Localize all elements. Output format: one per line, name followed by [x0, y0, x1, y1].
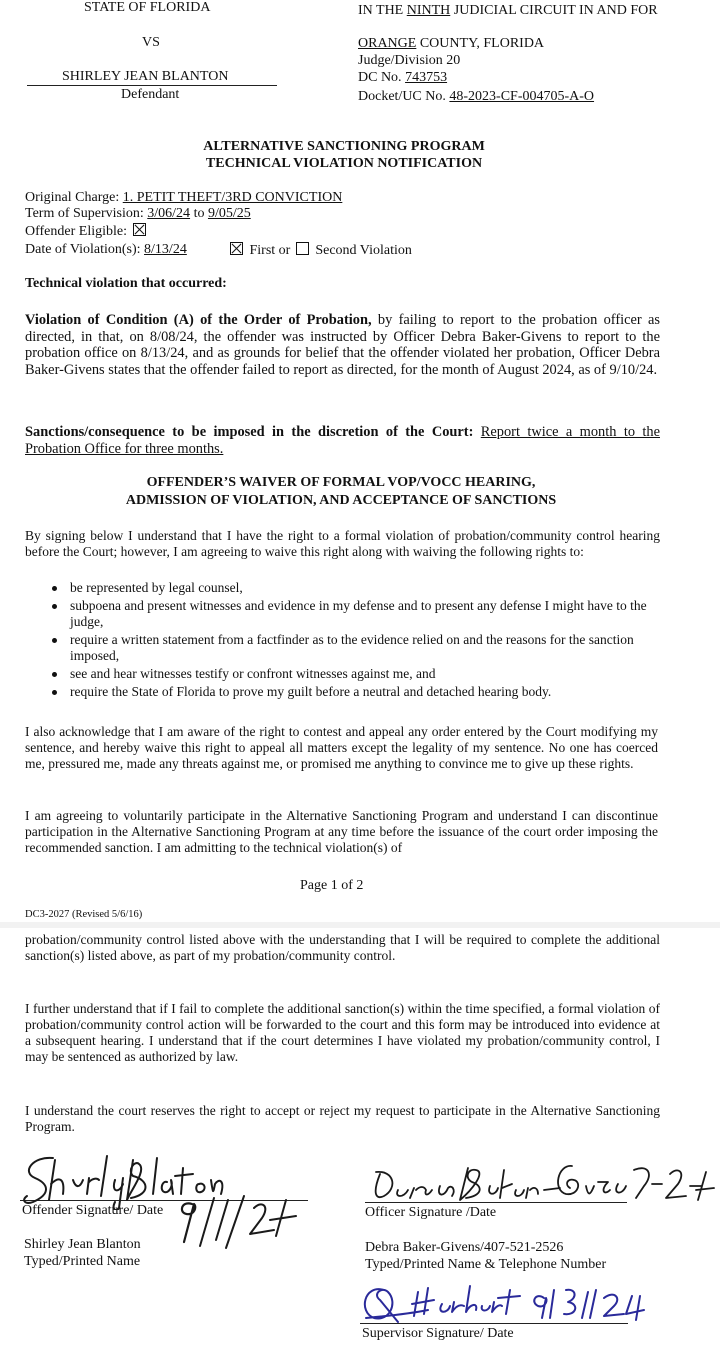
officer-name-label: Typed/Printed Name & Telephone Number [365, 1257, 607, 1272]
vs-label: VS [142, 35, 160, 50]
waiver-title-2: ADMISSION OF VIOLATION, AND ACCEPTANCE OF SANCTIONS [125, 493, 557, 508]
second-label: Second Violation [315, 243, 412, 258]
defendant-label: Defendant [121, 87, 180, 102]
second-violation-checkbox[interactable] [296, 242, 309, 255]
violation-count [228, 242, 412, 259]
dc-number-line [358, 70, 447, 86]
term-start: 3/06/24 [147, 206, 191, 221]
sanctions-value: Report twice a month to the Probation Office for three months. [25, 424, 660, 457]
violation-date-label: Date of Violation(s): [25, 242, 141, 257]
supervisor-signature [358, 1278, 658, 1328]
list-item: require the State of Florida to prove my guilt before a neutral and detached hearing body. [50, 684, 655, 700]
court-line [358, 3, 658, 19]
term-to: to [193, 206, 205, 221]
failure-paragraph: I further understand that if I fail to complete the additional sanction(s) within the time specified, a formal violation of probation/community control action will be forwarded to the court and this form may be introduced into evidence at a subsequent hearing. I understand that if the court determines I have violated my probation/community control, I may be sentenced as authorized by law. [25, 1001, 660, 1064]
term-end: 9/05/25 [207, 206, 251, 221]
court-suffix: JUDICIAL CIRCUIT IN AND FOR [453, 3, 658, 18]
date-of-violation [25, 242, 187, 258]
defendant-name: SHIRLEY JEAN BLANTON [62, 69, 229, 84]
first-label: First or [249, 243, 291, 258]
violation-paragraph [25, 312, 660, 378]
state-label: STATE OF FLORIDA [84, 0, 211, 15]
term-of-supervision [25, 206, 251, 222]
list-item: require a written statement from a factfinder as to the evidence relied on and the reasons for the sanction imposed, [50, 632, 655, 664]
form-id: DC3-2027 (Revised 5/6/16) [25, 909, 143, 920]
judge-division: Judge/Division 20 [358, 53, 461, 68]
title-line-2: TECHNICAL VIOLATION NOTIFICATION [205, 156, 483, 171]
reserve-paragraph: I understand the court reserves the right to accept or reject my request to participate in the Alternative Sanctioning Program. [25, 1103, 660, 1134]
officer-signature-label: Officer Signature /Date [365, 1205, 497, 1220]
original-charge [25, 190, 342, 206]
continuation-paragraph: probation/community control listed above with the understanding that I will be required to complete the additional sanction(s) listed above, as part of my probation/community control. [25, 932, 660, 963]
offender-signature-date [170, 1190, 310, 1250]
offender-printed-name: Shirley Jean Blanton [24, 1237, 141, 1252]
county-line [358, 36, 544, 52]
officer-printed-name: Debra Baker-Givens/407-521-2526 [365, 1240, 564, 1255]
waiver-title-1: OFFENDER’S WAIVER OF FORMAL VOP/VOCC HEARING, [146, 475, 536, 490]
page-break [0, 922, 720, 928]
dc-number: 743753 [405, 70, 448, 85]
violation-date: 8/13/24 [144, 242, 187, 257]
offender-signature-label: Offender Signature/ Date [22, 1203, 164, 1218]
violation-condition: Violation of Condition (A) of the Order of Probation, [25, 312, 372, 328]
circuit-name: NINTH [406, 3, 451, 18]
charge-label: Original Charge: [25, 190, 120, 205]
list-item: be represented by legal counsel, [50, 580, 655, 596]
officer-signature [368, 1160, 718, 1206]
agree-paragraph: I am agreeing to voluntarily participate in the Alternative Sanctioning Program and understand I can discontinue participation in the Alternative Sanctioning Program at any time before the issuance of the court order imposing the recommended sanction. I am admitting to the technical violation(s) of [25, 808, 658, 855]
waiver-intro: By signing below I understand that I have the right to a formal violation of probation/community control hearing before the Court; however, I am agreeing to waive this right along with waiving the following rights to: [25, 528, 660, 559]
court-prefix: IN THE [358, 3, 404, 18]
charge-value: 1. PETIT THEFT/3RD CONVICTION [122, 190, 343, 205]
docket-number: 48-2023-CF-004705-A-O [449, 89, 595, 104]
offender-name-label: Typed/Printed Name [24, 1254, 141, 1269]
list-item: subpoena and present witnesses and evidence in my defense and to present any defense I might have to the judge, [50, 598, 655, 630]
violation-details: by failing to report to the probation officer as directed, in that, on 8/08/24, the offender was instructed by Officer Debra Baker-Givens to report to the probation office on 8/13/24, and as grounds for belief that the offender violated her probation, Officer Debra Baker-Givens states that the offender failed to report as directed, for the month of August 2024, as of 9/10/24. [25, 312, 660, 378]
supervisor-signature-label: Supervisor Signature/ Date [362, 1326, 514, 1341]
eligible-checkbox[interactable] [133, 223, 146, 236]
sanctions-label: Sanctions/consequence to be imposed in the discretion of the Court: [25, 424, 474, 440]
dc-label: DC No. [358, 70, 402, 85]
first-violation-checkbox[interactable] [230, 242, 243, 255]
violation-heading: Technical violation that occurred: [25, 276, 227, 291]
offender-eligible [25, 223, 149, 240]
sanctions-block [25, 424, 660, 458]
acknowledge-paragraph: I also acknowledge that I am aware of the right to contest and appeal any order entered by the Court modifying my sentence, and hereby waive this right to appeal all matters except the legality of my sentence. No one has coerced me, pressured me, made any threats against me, or promised me anything to convince me to give up these rights. [25, 724, 658, 771]
title-line-1: ALTERNATIVE SANCTIONING PROGRAM [203, 139, 485, 154]
defendant-line [27, 85, 277, 86]
docket-line [358, 89, 594, 105]
docket-label: Docket/UC No. [358, 89, 446, 104]
county-name: ORANGE [358, 36, 417, 51]
rights-list [50, 580, 655, 702]
list-item: see and hear witnesses testify or confront witnesses against me, and [50, 666, 655, 682]
page-number: Page 1 of 2 [300, 878, 364, 893]
eligible-label: Offender Eligible: [25, 224, 127, 239]
term-label: Term of Supervision: [25, 206, 144, 221]
county-suffix: COUNTY, FLORIDA [419, 36, 545, 51]
